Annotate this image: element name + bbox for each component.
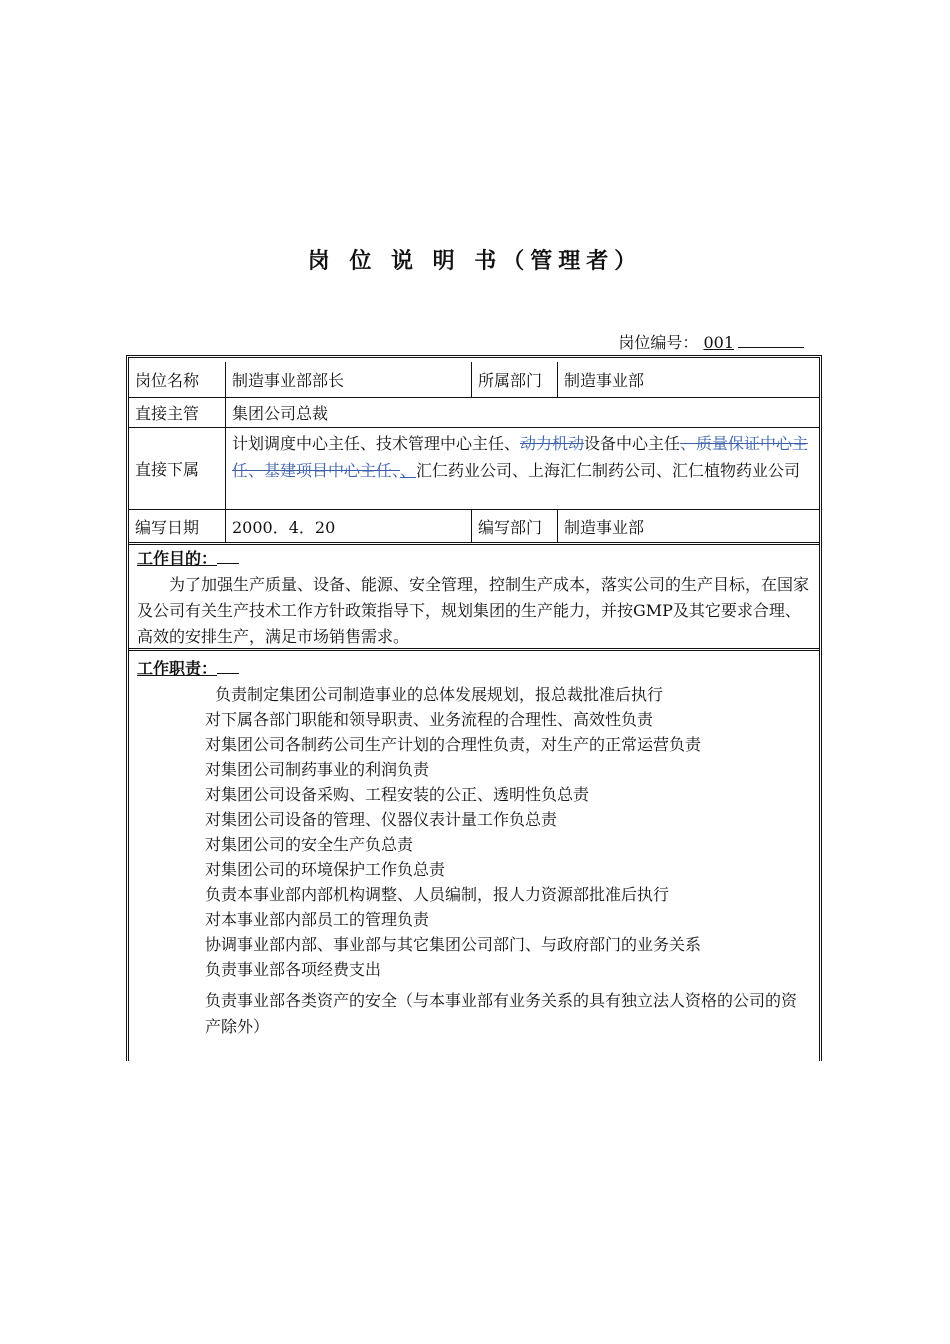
label-direct-supervisor: 直接主管 <box>135 404 200 423</box>
value-department: 制造事业部 <box>557 362 819 397</box>
value-direct-supervisor: 集团公司总裁 <box>225 398 819 427</box>
duty-item: 对集团公司各制药公司生产计划的合理性负责，对生产的正常运营负责 <box>205 735 702 754</box>
section-divider <box>129 648 819 651</box>
duty-item: 协调事业部内部、事业部与其它集团公司部门、与政府部门的业务关系 <box>205 935 702 954</box>
purpose-heading: 工作目的： <box>137 546 239 569</box>
duty-item: 负责事业部各类资产的安全（与本事业部有业务关系的具有独立法人资格的公司的资产除外） <box>205 991 798 1036</box>
duty-item: 负责本事业部内部机构调整、人员编制，报人力资源部批准后执行 <box>205 885 670 904</box>
value-compile-department: 制造事业部 <box>557 510 819 542</box>
duty-item: 对集团公司设备采购、工程安装的公正、透明性负总责 <box>205 785 590 804</box>
row-compile-date <box>129 510 819 542</box>
duties-heading: 工作职责： <box>137 656 239 679</box>
position-number-label: 岗位编号： <box>618 333 699 352</box>
duty-item: 负责制定集团公司制造事业的总体发展规划，报总裁批准后执行 <box>215 685 664 704</box>
subordinates-deleted-1: 动力机动 <box>520 434 585 453</box>
value-compile-date: 2000．4．20 <box>225 510 471 542</box>
value-direct-subordinates <box>225 428 819 509</box>
duties-list <box>205 682 799 1040</box>
section-divider <box>129 542 819 545</box>
duty-item: 对集团公司的环境保护工作负总责 <box>205 860 446 879</box>
position-number <box>618 330 804 353</box>
duty-item: 负责事业部各项经费支出 <box>205 960 382 979</box>
duty-item: 对集团公司设备的管理、仪器仪表计量工作负总责 <box>205 810 558 829</box>
label-department: 所属部门 <box>471 362 557 397</box>
label-compile-date: 编写日期 <box>135 517 200 537</box>
duty-item: 对下属各部门职能和领导职责、业务流程的合理性、高效性负责 <box>205 710 654 729</box>
purpose-text: 为了加强生产质量、设备、能源、安全管理，控制生产成本，落实公司的生产目标，在国家及公司有关生产技术工作方针政策指导下，规划集团的生产能力，并按GMP及其它要求合理、高效的安排生产，满足市场销售需求。 <box>137 575 810 646</box>
subordinates-inserted: 、 <box>400 461 417 480</box>
section-purpose <box>129 546 819 648</box>
value-position-name: 制造事业部部长 <box>225 362 471 397</box>
job-description-form <box>126 355 822 1061</box>
label-direct-subordinates: 直接下属 <box>135 460 200 479</box>
section-duties <box>129 656 819 1061</box>
subordinates-deleted-2: 、质量保证中心主任、基建项目中心主任、 <box>232 434 809 480</box>
position-number-value: 001 <box>703 333 734 352</box>
subordinates-part-2: 设备中心主任 <box>584 434 681 453</box>
duty-item: 对本事业部内部员工的管理负责 <box>205 910 430 929</box>
page-title: 岗 位 说 明 书（管理者） <box>307 249 643 274</box>
row-direct-supervisor <box>129 398 819 428</box>
label-compile-department: 编写部门 <box>471 510 557 542</box>
row-direct-subordinates <box>129 428 819 510</box>
subordinates-part-3: 汇仁药业公司、上海汇仁制药公司、汇仁植物药业公司 <box>416 461 801 480</box>
position-number-blank <box>738 333 804 348</box>
row-position-name <box>129 362 819 398</box>
duty-item: 对集团公司的安全生产负总责 <box>205 835 414 854</box>
duty-item: 对集团公司制药事业的利润负责 <box>205 760 430 779</box>
subordinates-part-1: 计划调度中心主任、技术管理中心主任、 <box>232 434 521 453</box>
label-position-name: 岗位名称 <box>135 371 200 390</box>
